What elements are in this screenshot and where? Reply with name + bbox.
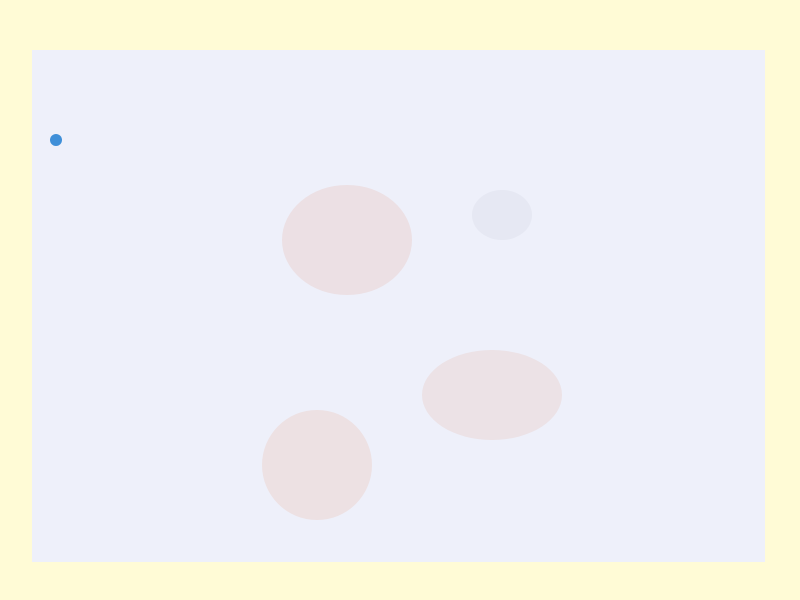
textbook-page xyxy=(32,50,765,562)
bullet-icon xyxy=(50,134,62,146)
top-decorative-border xyxy=(0,4,800,38)
food-table xyxy=(48,165,752,498)
bottom-decorative-border xyxy=(0,590,800,600)
